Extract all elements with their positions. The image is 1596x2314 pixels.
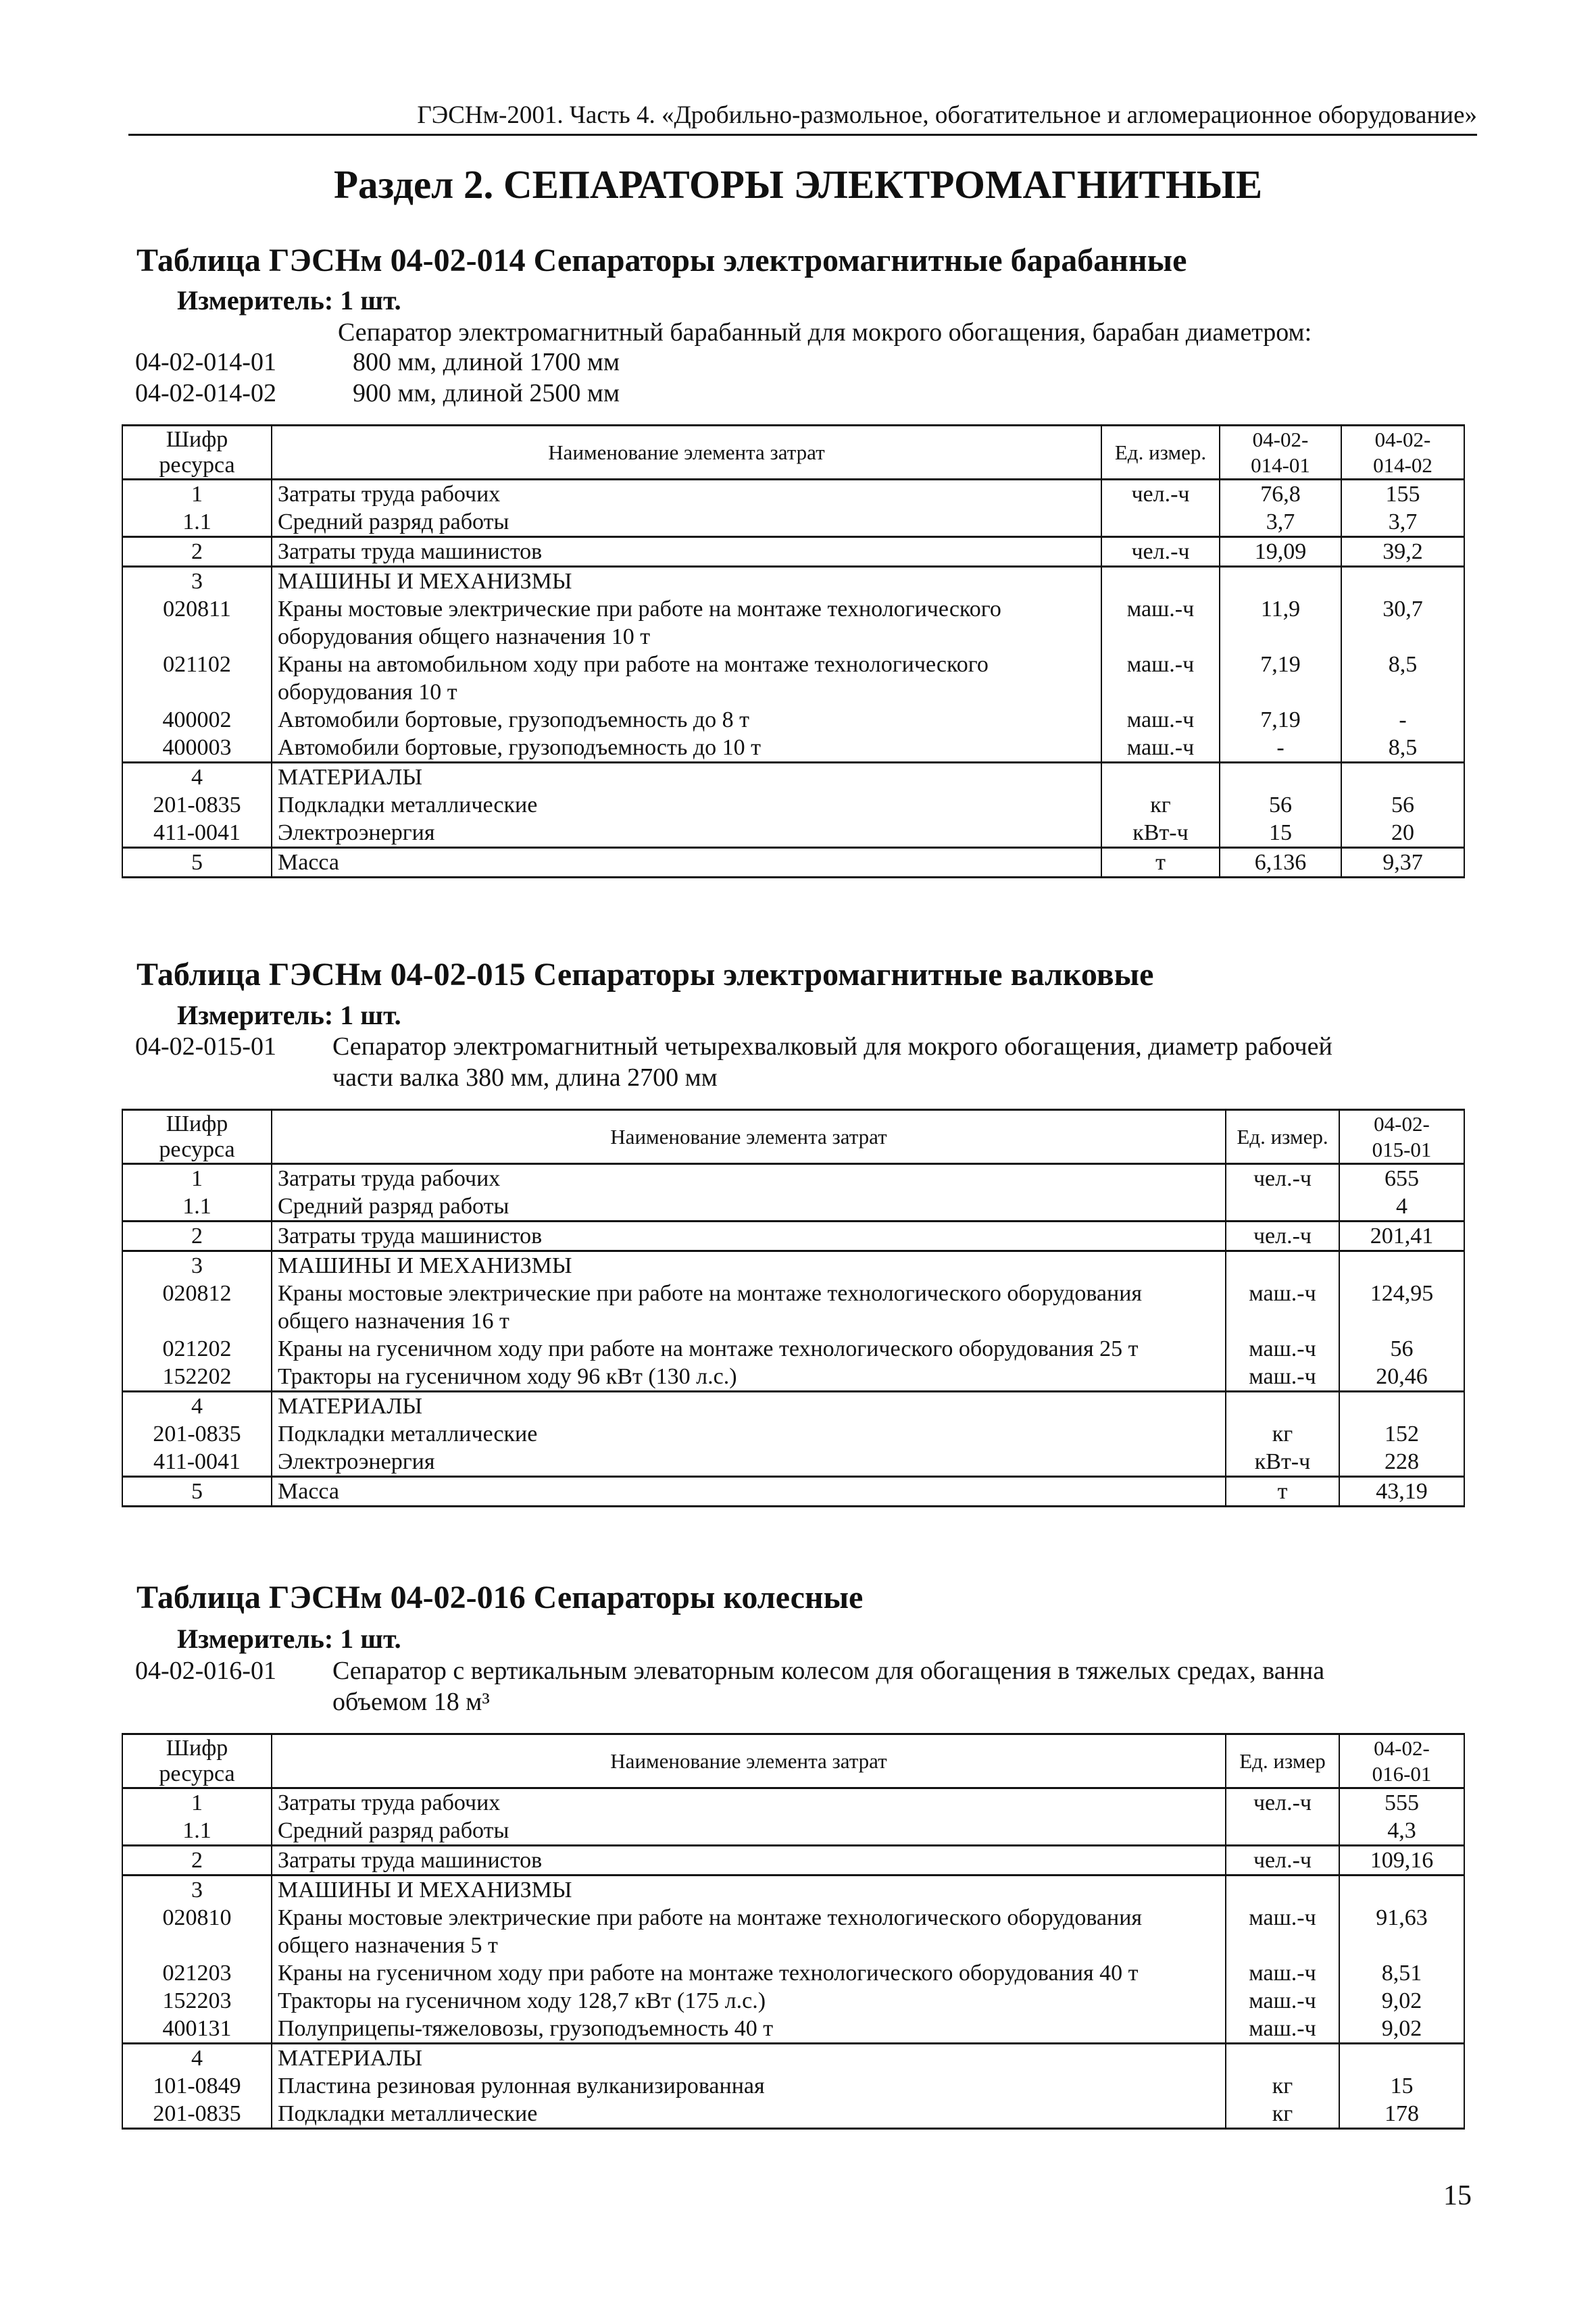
cell-value: 655: [1339, 1164, 1464, 1193]
table-row: [122, 1959, 1464, 1987]
table-row: [122, 1192, 1464, 1222]
section-title: Раздел 2. СЕПАРАТОРЫ ЭЛЕКТРОМАГНИТНЫЕ: [333, 162, 1263, 207]
cell-value: 15: [1339, 2072, 1464, 2100]
cell-code: 411-0041: [122, 1448, 272, 1477]
cell-code: 2: [122, 1222, 272, 1251]
table-row: [122, 1788, 1464, 1817]
cell-code: 1.1: [122, 1192, 272, 1222]
cell-unit: кг: [1226, 1420, 1339, 1448]
cell-text-line: 014-01: [1251, 453, 1310, 477]
cell-text-line: Шифр: [166, 1735, 228, 1761]
header-name: Наименование элемента затрат: [272, 1110, 1226, 1164]
header-name: Наименование элемента затрат: [272, 426, 1101, 480]
cell-name: МАТЕРИАЛЫ: [272, 2044, 1226, 2073]
item-desc-016-line1: Сепаратор с вертикальным элеваторным колесом для обогащения в тяжелых средах, ванна: [332, 1657, 1325, 1685]
cell-name: МАШИНЫ И МЕХАНИЗМЫ: [272, 1876, 1226, 1905]
cell-text-line: Шифр: [166, 1111, 228, 1136]
cell-text-line: 04-02-: [1374, 1111, 1430, 1136]
cell-empty: [1226, 1876, 1339, 1905]
cell-unit: кг: [1101, 791, 1220, 819]
cell-value: 9,02: [1339, 2015, 1464, 2044]
cell-unit: кВт-ч: [1101, 819, 1220, 848]
table-row: [122, 595, 1464, 651]
cell-code: 1.1: [122, 508, 272, 537]
table-row: [122, 1280, 1464, 1335]
cell-name: МАТЕРИАЛЫ: [272, 1392, 1226, 1421]
cell-text-line: Краны на автомобильном ходу при работе на монтаже технологического: [278, 652, 989, 677]
cell-value: 30,7: [1341, 595, 1464, 651]
cell-text-line: 014-02: [1373, 453, 1432, 477]
cell-name: Подкладки металлические: [272, 2100, 1226, 2129]
cell-unit: маш.-ч: [1101, 595, 1220, 651]
item-text-014-02: 900 мм, длиной 2500 мм: [353, 379, 620, 407]
cell-empty: [1226, 1392, 1339, 1421]
cell-unit: [1226, 1192, 1339, 1222]
cell-unit: чел.-ч: [1101, 537, 1220, 567]
cell-text-line: Краны мостовые электрические при работе на монтаже технологического оборудования: [278, 1905, 1143, 1930]
cell-unit: маш.-ч: [1101, 651, 1220, 706]
cell-code: 1.1: [122, 1817, 272, 1846]
cell-code: 201-0835: [122, 1420, 272, 1448]
cell-name: Тракторы на гусеничном ходу 128,7 кВт (175 л.с.): [272, 1987, 1226, 2015]
cell-empty: [1339, 1392, 1464, 1421]
cell-name: Краны на гусеничном ходу при работе на монтаже технологического оборудования 40 т: [272, 1959, 1226, 1987]
cell-code: 1: [122, 1164, 272, 1193]
cell-text-line: Шифр: [166, 426, 228, 452]
table-row-group-heading: [122, 2044, 1464, 2073]
cell-code: 021203: [122, 1959, 272, 1987]
table-row: [122, 734, 1464, 763]
table-row: [122, 706, 1464, 734]
cell-value: 8,5: [1341, 651, 1464, 706]
cell-value: 39,2: [1341, 537, 1464, 567]
cell-empty: [1341, 567, 1464, 596]
cell-code: 4: [122, 1392, 272, 1421]
cell-text-line: ресурса: [159, 1136, 235, 1162]
item-code-014-01: 04-02-014-01: [135, 348, 276, 376]
cell-unit: чел.-ч: [1226, 1788, 1339, 1817]
table-row: [122, 508, 1464, 537]
cell-code: 101-0849: [122, 2072, 272, 2100]
intro-014: Сепаратор электромагнитный барабанный для мокрого обогащения, барабан диаметром:: [338, 318, 1312, 347]
cell-unit: чел.-ч: [1226, 1846, 1339, 1876]
cost-table-014: [122, 424, 1465, 878]
meter-015: Измеритель: 1 шт.: [177, 1000, 401, 1030]
cell-unit: чел.-ч: [1226, 1222, 1339, 1251]
table-row-group-heading: [122, 1251, 1464, 1280]
table-row: [122, 1817, 1464, 1846]
table-row: [122, 1420, 1464, 1448]
cell-code: 3: [122, 567, 272, 596]
table-row: [122, 1335, 1464, 1363]
cell-unit: кВт-ч: [1226, 1448, 1339, 1477]
cell-code: 2: [122, 1846, 272, 1876]
cell-code: 021202: [122, 1335, 272, 1363]
cell-unit: маш.-ч: [1226, 2015, 1339, 2044]
cell-value: 228: [1339, 1448, 1464, 1477]
cell-value: 4: [1339, 1192, 1464, 1222]
cell-empty: [1341, 763, 1464, 792]
cell-unit: маш.-ч: [1101, 706, 1220, 734]
table-row-group-heading: [122, 763, 1464, 792]
header-code: [122, 1110, 272, 1164]
table-row: [122, 848, 1464, 878]
cell-value: 20,46: [1339, 1363, 1464, 1392]
cell-name: Автомобили бортовые, грузоподъемность до 8 т: [272, 706, 1101, 734]
cell-code: 400002: [122, 706, 272, 734]
cell-value: 43,19: [1339, 1477, 1464, 1507]
cell-text-line: общего назначения 5 т: [278, 1933, 498, 1958]
cell-empty: [1220, 567, 1341, 596]
item-code-015-01: 04-02-015-01: [135, 1032, 276, 1061]
cell-value: 178: [1339, 2100, 1464, 2129]
cell-unit: т: [1226, 1477, 1339, 1507]
header-unit: Ед. измер: [1226, 1734, 1339, 1788]
header-code: [122, 426, 272, 480]
cell-code: 1: [122, 1788, 272, 1817]
cell-text-line: оборудования общего назначения 10 т: [278, 624, 651, 649]
cell-code: 2: [122, 537, 272, 567]
cell-value: 6,136: [1220, 848, 1341, 878]
cell-empty: [1226, 1251, 1339, 1280]
cell-value: 8,5: [1341, 734, 1464, 763]
cell-unit: чел.-ч: [1101, 480, 1220, 509]
table-row: [122, 2100, 1464, 2129]
cell-text-line: общего назначения 16 т: [278, 1309, 509, 1334]
cell-code: 152203: [122, 1987, 272, 2015]
table-header-row: [122, 1110, 1464, 1164]
cell-name: Электроэнергия: [272, 819, 1101, 848]
header-unit: Ед. измер.: [1101, 426, 1220, 480]
cell-unit: кг: [1226, 2100, 1339, 2129]
cell-value: 124,95: [1339, 1280, 1464, 1335]
table-row: [122, 651, 1464, 706]
table-title-016: Таблица ГЭСНм 04-02-016 Сепараторы колесные: [136, 1580, 864, 1615]
cell-text-line: Краны мостовые электрические при работе на монтаже технологического: [278, 597, 1001, 622]
cell-value: 3,7: [1341, 508, 1464, 537]
cell-name: Затраты труда машинистов: [272, 537, 1101, 567]
cell-value: 9,02: [1339, 1987, 1464, 2015]
cell-unit: маш.-ч: [1226, 1959, 1339, 1987]
header-col-014-01: [1220, 426, 1341, 480]
cell-value: -: [1220, 734, 1341, 763]
cell-code: 020810: [122, 1904, 272, 1959]
cell-name: Полуприцепы-тяжеловозы, грузоподъемность 40 т: [272, 2015, 1226, 2044]
table-row: [122, 791, 1464, 819]
cell-code: 400003: [122, 734, 272, 763]
cell-value: 56: [1341, 791, 1464, 819]
table-title-015: Таблица ГЭСНм 04-02-015 Сепараторы электромагнитные валковые: [136, 957, 1154, 992]
cell-value: 3,7: [1220, 508, 1341, 537]
table-row: [122, 1222, 1464, 1251]
cell-name: Средний разряд работы: [272, 508, 1101, 537]
cell-value: 155: [1341, 480, 1464, 509]
table-row: [122, 1448, 1464, 1477]
cell-value: 76,8: [1220, 480, 1341, 509]
cell-value: -: [1341, 706, 1464, 734]
table-header-row: [122, 1734, 1464, 1788]
table-row: [122, 2072, 1464, 2100]
cell-empty: [1339, 1251, 1464, 1280]
cell-name: Масса: [272, 1477, 1226, 1507]
cell-name: [272, 595, 1101, 651]
cell-code: 1: [122, 480, 272, 509]
cell-unit: [1101, 508, 1220, 537]
cell-name: Затраты труда рабочих: [272, 1788, 1226, 1817]
cell-value: 20: [1341, 819, 1464, 848]
cost-table-015: [122, 1109, 1465, 1507]
cell-text-line: 04-02-: [1252, 427, 1309, 451]
cell-value: 91,63: [1339, 1904, 1464, 1959]
item-text-014-01: 800 мм, длиной 1700 мм: [353, 348, 620, 376]
item-code-016-01: 04-02-016-01: [135, 1657, 276, 1685]
cell-empty: [1339, 1876, 1464, 1905]
cell-unit: кг: [1226, 2072, 1339, 2100]
cell-empty: [1339, 2044, 1464, 2073]
table-row: [122, 1904, 1464, 1959]
cell-value: 11,9: [1220, 595, 1341, 651]
cell-code: 400131: [122, 2015, 272, 2044]
cell-unit: маш.-ч: [1101, 734, 1220, 763]
table-row: [122, 1477, 1464, 1507]
table-title-014: Таблица ГЭСНм 04-02-014 Сепараторы электромагнитные барабанные: [136, 243, 1187, 278]
cell-code: 411-0041: [122, 819, 272, 848]
cell-unit: [1226, 1817, 1339, 1846]
cell-code: 3: [122, 1251, 272, 1280]
table-row: [122, 480, 1464, 509]
header-code: [122, 1734, 272, 1788]
cell-code: 201-0835: [122, 2100, 272, 2129]
cell-unit: маш.-ч: [1226, 1904, 1339, 1959]
cell-name: [272, 1904, 1226, 1959]
table-row: [122, 1987, 1464, 2015]
table-row-group-heading: [122, 1392, 1464, 1421]
cell-text-line: Краны мостовые электрические при работе на монтаже технологического оборудования: [278, 1281, 1143, 1306]
cell-empty: [1220, 763, 1341, 792]
cell-text-line: 016-01: [1372, 1761, 1432, 1786]
table-row: [122, 1846, 1464, 1876]
cell-name: Затраты труда машинистов: [272, 1846, 1226, 1876]
cell-unit: маш.-ч: [1226, 1363, 1339, 1392]
cell-name: МАШИНЫ И МЕХАНИЗМЫ: [272, 1251, 1226, 1280]
table-row: [122, 1363, 1464, 1392]
meter-014: Измеритель: 1 шт.: [177, 285, 401, 316]
header-col-015-01: [1339, 1110, 1464, 1164]
cell-empty: [1226, 2044, 1339, 2073]
table-row: [122, 537, 1464, 567]
cell-name: Электроэнергия: [272, 1448, 1226, 1477]
cell-code: 4: [122, 763, 272, 792]
cell-code: 021102: [122, 651, 272, 706]
cell-unit: чел.-ч: [1226, 1164, 1339, 1193]
cell-code: 5: [122, 1477, 272, 1507]
cell-value: 8,51: [1339, 1959, 1464, 1987]
header-unit: Ед. измер.: [1226, 1110, 1339, 1164]
cell-value: 7,19: [1220, 651, 1341, 706]
cell-code: 3: [122, 1876, 272, 1905]
cell-name: МАШИНЫ И МЕХАНИЗМЫ: [272, 567, 1101, 596]
cell-code: 020811: [122, 595, 272, 651]
cell-text-line: оборудования 10 т: [278, 680, 457, 705]
table-row: [122, 2015, 1464, 2044]
table-row: [122, 1164, 1464, 1193]
table-row-group-heading: [122, 1876, 1464, 1905]
item-code-014-02: 04-02-014-02: [135, 379, 276, 407]
cell-value: 555: [1339, 1788, 1464, 1817]
table-row: [122, 819, 1464, 848]
cell-empty: [1101, 763, 1220, 792]
cell-value: 201,41: [1339, 1222, 1464, 1251]
cell-value: 109,16: [1339, 1846, 1464, 1876]
cell-value: 19,09: [1220, 537, 1341, 567]
cell-code: 201-0835: [122, 791, 272, 819]
header-name: Наименование элемента затрат: [272, 1734, 1226, 1788]
header-col-016-01: [1339, 1734, 1464, 1788]
cell-name: Масса: [272, 848, 1101, 878]
item-desc-015-line2: части валка 380 мм, длина 2700 мм: [332, 1063, 718, 1092]
cell-name: [272, 651, 1101, 706]
cell-unit: маш.-ч: [1226, 1987, 1339, 2015]
cell-name: Затраты труда рабочих: [272, 480, 1101, 509]
cell-text-line: 04-02-: [1374, 427, 1431, 451]
item-desc-015-line1: Сепаратор электромагнитный четырехвалковый для мокрого обогащения, диаметр рабочей: [332, 1032, 1332, 1061]
cell-text-line: 015-01: [1372, 1137, 1432, 1161]
cell-value: 152: [1339, 1420, 1464, 1448]
cost-table-016: [122, 1733, 1465, 2130]
cell-name: Тракторы на гусеничном ходу 96 кВт (130 л.с.): [272, 1363, 1226, 1392]
meter-016: Измеритель: 1 шт.: [177, 1624, 401, 1654]
cell-name: Краны на гусеничном ходу при работе на монтаже технологического оборудования 25 т: [272, 1335, 1226, 1363]
cell-code: 5: [122, 848, 272, 878]
item-desc-016-line2: объемом 18 м³: [332, 1688, 490, 1716]
page-number: 15: [1443, 2180, 1472, 2211]
cell-name: Затраты труда рабочих: [272, 1164, 1226, 1193]
running-header: ГЭСНм-2001. Часть 4. «Дробильно-размольное, обогатительное и агломерационное оборудование»: [128, 100, 1477, 136]
cell-unit: маш.-ч: [1226, 1335, 1339, 1363]
table-row-group-heading: [122, 567, 1464, 596]
cell-value: 7,19: [1220, 706, 1341, 734]
cell-name: Подкладки металлические: [272, 1420, 1226, 1448]
cell-text-line: ресурса: [159, 452, 235, 478]
cell-value: 9,37: [1341, 848, 1464, 878]
table-header-row: [122, 426, 1464, 480]
cell-name: Пластина резиновая рулонная вулканизированная: [272, 2072, 1226, 2100]
header-col-014-02: [1341, 426, 1464, 480]
cell-name: Средний разряд работы: [272, 1817, 1226, 1846]
cell-name: Средний разряд работы: [272, 1192, 1226, 1222]
cell-name: Подкладки металлические: [272, 791, 1101, 819]
cell-text-line: ресурса: [159, 1761, 235, 1786]
cell-unit: маш.-ч: [1226, 1280, 1339, 1335]
cell-name: Затраты труда машинистов: [272, 1222, 1226, 1251]
cell-unit: т: [1101, 848, 1220, 878]
cell-empty: [1101, 567, 1220, 596]
cell-name: [272, 1280, 1226, 1335]
cell-value: 56: [1220, 791, 1341, 819]
cell-value: 15: [1220, 819, 1341, 848]
cell-value: 56: [1339, 1335, 1464, 1363]
cell-text-line: 04-02-: [1374, 1736, 1430, 1760]
cell-code: 152202: [122, 1363, 272, 1392]
cell-value: 4,3: [1339, 1817, 1464, 1846]
cell-name: Автомобили бортовые, грузоподъемность до 10 т: [272, 734, 1101, 763]
cell-code: 4: [122, 2044, 272, 2073]
cell-name: МАТЕРИАЛЫ: [272, 763, 1101, 792]
cell-code: 020812: [122, 1280, 272, 1335]
